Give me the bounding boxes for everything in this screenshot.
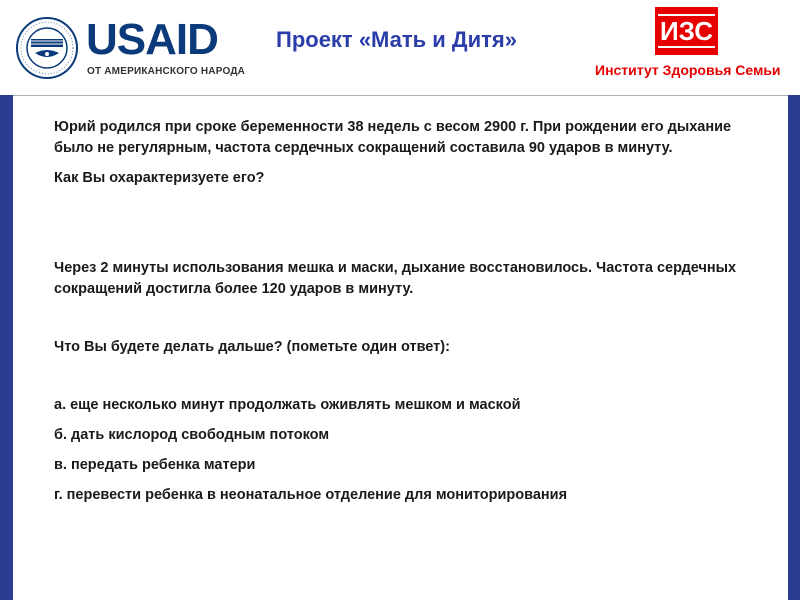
- answer-option-b: б. дать кислород свободным потоком: [54, 427, 330, 443]
- answer-option-d: г. перевести ребенка в неонатальное отделение для мониторирования: [54, 487, 568, 503]
- answer-option-a: а. еще несколько минут продолжать оживлять мешком и маской: [54, 397, 521, 413]
- header-divider: [13, 95, 788, 96]
- izs-logo-text: ИЗС: [659, 16, 714, 46]
- slide-header: [0, 0, 800, 96]
- question-next-step: Что Вы будете делать дальше? (пометьте один ответ):: [54, 339, 450, 355]
- answer-option-c: в. передать ребенка матери: [54, 457, 256, 473]
- usaid-subtitle: ОТ АМЕРИКАНСКОГО НАРОДА: [87, 66, 246, 77]
- slide-content: [54, 117, 754, 506]
- izs-institute-name: Институт Здоровья Семьи: [595, 62, 781, 78]
- right-sidebar-bar: [788, 95, 800, 600]
- page-title: Проект «Мать и Дитя»: [276, 27, 517, 52]
- left-sidebar-bar: [0, 95, 13, 600]
- update-description: Через 2 минуты использования мешка и маски, дыхание восстановилось. Частота сердечных сокращений достигла более 120 ударов в минуту.: [54, 260, 737, 297]
- usaid-logo-text: USAID: [86, 15, 218, 64]
- question-characterize: Как Вы охарактеризуете его?: [54, 170, 265, 186]
- case-description: Юрий родился при сроке беременности 38 недель с весом 2900 г. При рождении его дыхание было не регулярным, частота сердечных сокращений составила 90 ударов в минуту.: [54, 119, 732, 156]
- izs-logo: [655, 7, 718, 55]
- usaid-seal-icon: [16, 17, 78, 79]
